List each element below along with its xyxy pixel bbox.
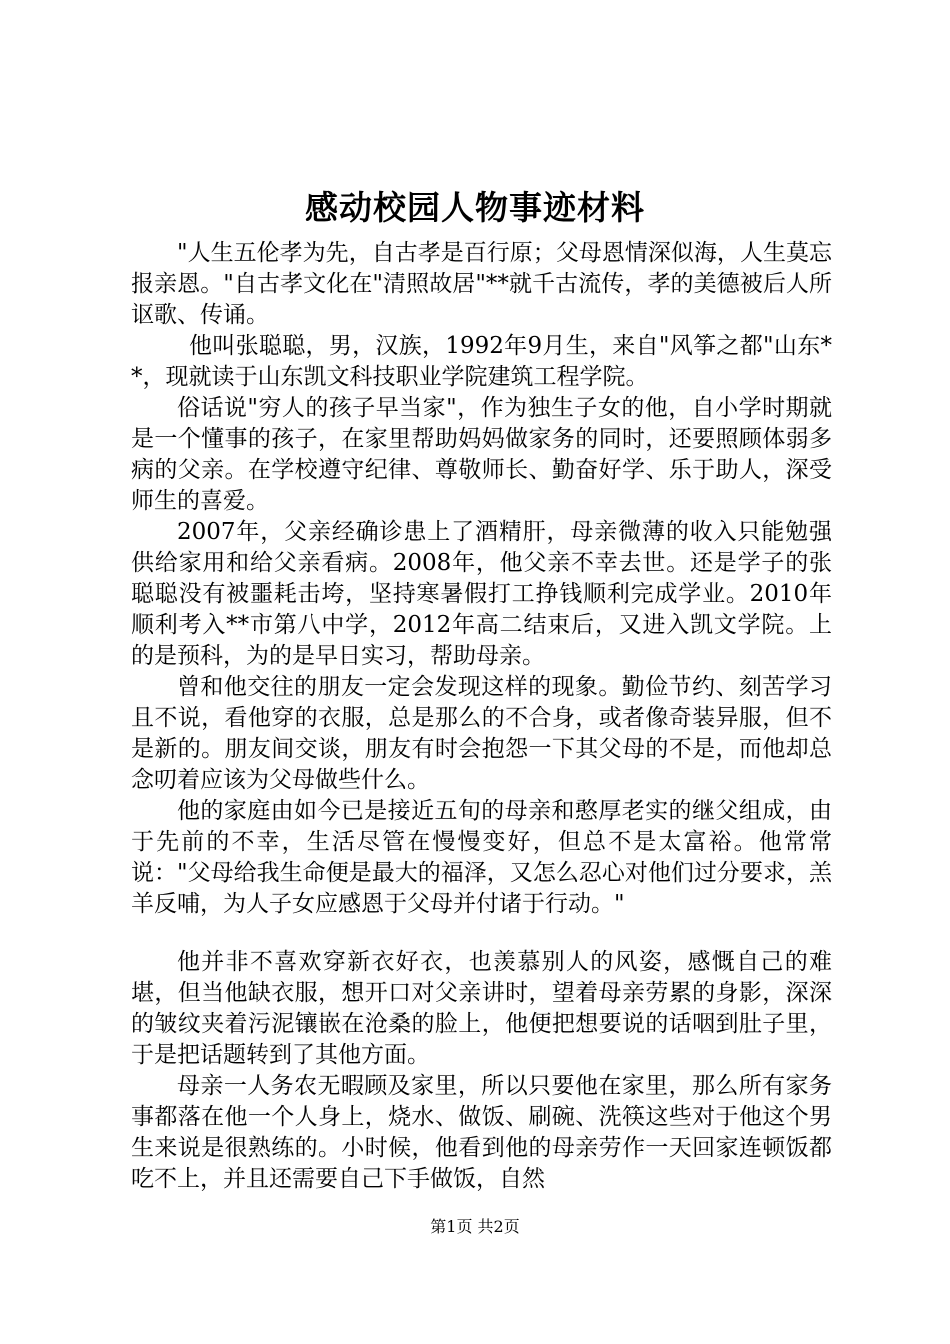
paragraph-4: 2007年，父亲经确诊患上了酒精肝，母亲微薄的收入只能勉强供给家用和给父亲看病。2008年，他父亲不幸去世。还是学子的张聪聪没有被噩耗击垮，坚持寒暑假打工挣钱顺利完成学业。2010年顺利考入**市第八中学，2012年高二结束后，又进入凯文学院。上的是预科，为的是早日实习，帮助母亲。 <box>131 519 832 669</box>
document-body <box>131 238 832 1195</box>
paragraph-7: 他并非不喜欢穿新衣好衣，也羡慕别人的风姿，感慨自己的难堪，但当他缺衣服，想开口对父亲讲时，望着母亲劳累的身影，深深的皱纹夹着污泥镶嵌在沧桑的脸上，他便把想要说的话咽到肚子里，于是把话题转到了其他方面。 <box>131 949 832 1068</box>
paragraph-5: 曾和他交往的朋友一定会发现这样的现象。勤俭节约、刻苦学习且不说，看他穿的衣服，总是那么的不合身，或者像奇装异服，但不是新的。朋友间交谈，朋友有时会抱怨一下其父母的不是，而他却总念叨着应该为父母做些什么。 <box>131 674 832 793</box>
paragraph-2: 他叫张聪聪，男，汉族，1992年9月生，来自"风筝之都"山东**，现就读于山东凯文科技职业学院建筑工程学院。 <box>131 333 832 390</box>
paragraph-8: 母亲一人务农无暇顾及家里，所以只要他在家里，那么所有家务事都落在他一个人身上，烧水、做饭、刷碗、洗筷这些对于他这个男生来说是很熟练的。小时候，他看到他的母亲劳作一天回家连顿饭都吃不上，并且还需要自己下手做饭，自然 <box>131 1073 832 1192</box>
page-title: 感动校园人物事迹材料 <box>305 188 645 227</box>
page-footer: 第1页 共2页 <box>430 1217 520 1236</box>
paragraph-3: 俗话说"穷人的孩子早当家"，作为独生子女的他，自小学时期就是一个懂事的孩子，在家里帮助妈妈做家务的同时，还要照顾体弱多病的父亲。在学校遵守纪律、尊敬师长、勤奋好学、乐于助人，深受师生的喜爱。 <box>131 395 832 514</box>
paragraph-6: 他的家庭由如今已是接近五旬的母亲和憨厚老实的继父组成，由于先前的不幸，生活尽管在慢慢变好，但总不是太富裕。他常常说："父母给我生命便是最大的福泽，又怎么忍心对他们过分要求，羔羊反哺，为人子女应感恩于父母并付诸于行动。" <box>131 798 832 917</box>
paragraph-1: "人生五伦孝为先，自古孝是百行原；父母恩情深似海，人生莫忘报亲恩。"自古孝文化在"清照故居"**就千古流传，孝的美德被后人所讴歌、传诵。 <box>131 240 832 328</box>
